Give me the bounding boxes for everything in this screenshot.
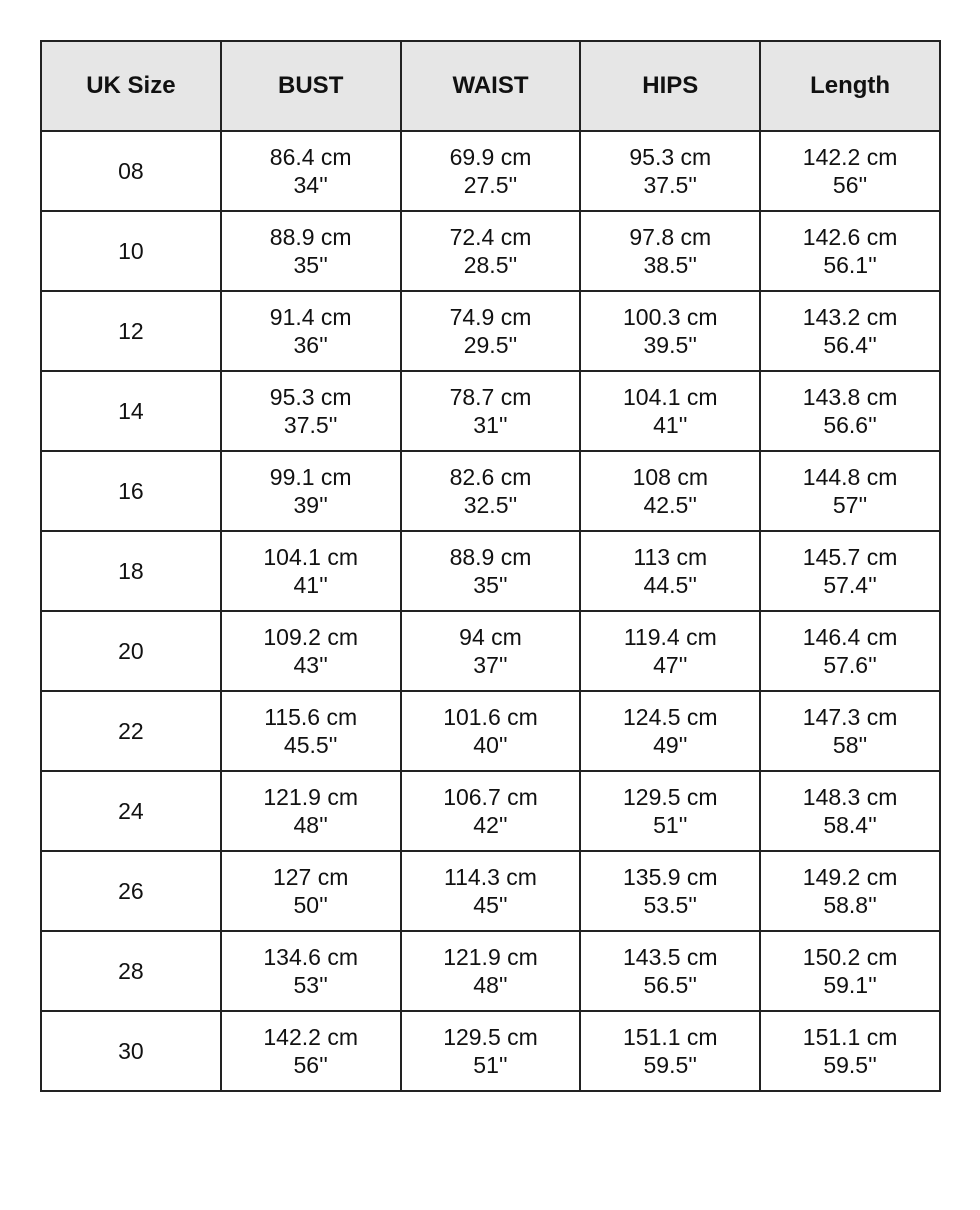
hips-cm-value: 108 cm (632, 464, 708, 490)
waist-cm-value: 114.3 cm (444, 864, 537, 890)
length-cell (760, 371, 940, 451)
hips-cell (580, 531, 760, 611)
bust-inch-value: 41'' (293, 572, 328, 598)
length-cell (760, 771, 940, 851)
waist-cell (401, 291, 581, 371)
hips-inch-value: 37.5'' (643, 172, 698, 198)
waist-cm-value: 72.4 cm (449, 224, 532, 250)
hips-cell (580, 371, 760, 451)
length-inch-value: 59.5'' (823, 1052, 877, 1078)
size-cell: 28 (41, 931, 221, 1011)
size-cell: 24 (41, 771, 221, 851)
length-inch-value: 58.4'' (823, 812, 877, 838)
table-row (41, 211, 940, 291)
length-cm-value: 148.3 cm (802, 784, 898, 810)
waist-inch-value: 42'' (473, 812, 508, 838)
waist-cm-value: 129.5 cm (443, 1024, 538, 1050)
hips-cm-value: 143.5 cm (622, 944, 718, 970)
bust-inch-value: 37.5'' (283, 412, 338, 438)
length-cm-value: 142.2 cm (802, 144, 898, 170)
waist-cm-value: 121.9 cm (443, 944, 538, 970)
bust-cm-value: 127 cm (272, 864, 349, 890)
waist-inch-value: 27.5'' (463, 172, 518, 198)
hips-cm-value: 119.4 cm (623, 624, 717, 650)
bust-cm-value: 134.6 cm (263, 944, 358, 970)
waist-inch-value: 31'' (473, 412, 508, 438)
hips-inch-value: 56.5'' (643, 972, 698, 998)
hips-cm-value: 151.1 cm (622, 1024, 718, 1050)
bust-inch-value: 34'' (293, 172, 328, 198)
length-cm-value: 147.3 cm (802, 704, 898, 730)
hips-inch-value: 51'' (653, 812, 688, 838)
waist-cell (401, 211, 581, 291)
length-inch-value: 59.1'' (823, 972, 877, 998)
waist-cell (401, 691, 581, 771)
table-body (41, 131, 940, 1091)
hips-cm-value: 95.3 cm (629, 144, 712, 170)
bust-cm-value: 121.9 cm (263, 784, 358, 810)
length-cell (760, 851, 940, 931)
waist-inch-value: 40'' (473, 732, 508, 758)
bust-cell (221, 931, 401, 1011)
hips-inch-value: 38.5'' (643, 252, 698, 278)
waist-inch-value: 37'' (473, 652, 508, 678)
bust-inch-value: 43'' (293, 652, 328, 678)
bust-cm-value: 95.3 cm (269, 384, 352, 410)
bust-inch-value: 56'' (293, 1052, 328, 1078)
length-inch-value: 57'' (832, 492, 868, 518)
hips-cm-value: 124.5 cm (622, 704, 718, 730)
table-row (41, 531, 940, 611)
bust-inch-value: 35'' (293, 252, 328, 278)
size-chart-table (40, 40, 941, 1092)
hips-cell (580, 211, 760, 291)
header-bust: BUST (221, 41, 401, 131)
table-row (41, 1011, 940, 1091)
length-cm-value: 144.8 cm (802, 464, 898, 490)
size-cell: 22 (41, 691, 221, 771)
length-inch-value: 56'' (832, 172, 868, 198)
bust-inch-value: 50'' (293, 892, 328, 918)
waist-inch-value: 29.5'' (463, 332, 518, 358)
waist-cell (401, 611, 581, 691)
hips-cm-value: 104.1 cm (622, 384, 718, 410)
bust-inch-value: 45.5'' (283, 732, 338, 758)
table-row (41, 771, 940, 851)
size-cell: 18 (41, 531, 221, 611)
hips-cell (580, 1011, 760, 1091)
length-cm-value: 143.8 cm (802, 384, 898, 410)
waist-inch-value: 48'' (473, 972, 508, 998)
bust-cm-value: 104.1 cm (263, 544, 358, 570)
bust-cm-value: 142.2 cm (263, 1024, 358, 1050)
waist-cell (401, 451, 581, 531)
hips-cm-value: 100.3 cm (622, 304, 718, 330)
length-inch-value: 56.4'' (823, 332, 877, 358)
hips-cell (580, 291, 760, 371)
hips-cell (580, 451, 760, 531)
waist-cm-value: 88.9 cm (449, 544, 532, 570)
size-cell: 30 (41, 1011, 221, 1091)
length-cell (760, 531, 940, 611)
waist-cm-value: 74.9 cm (449, 304, 532, 330)
length-cell (760, 691, 940, 771)
length-cm-value: 151.1 cm (802, 1024, 898, 1050)
bust-cell (221, 211, 401, 291)
waist-cm-value: 94 cm (459, 624, 522, 650)
hips-inch-value: 59.5'' (643, 1052, 698, 1078)
length-inch-value: 57.4'' (823, 572, 877, 598)
waist-cm-value: 82.6 cm (449, 464, 532, 490)
hips-inch-value: 49'' (653, 732, 688, 758)
size-cell: 16 (41, 451, 221, 531)
length-cell (760, 1011, 940, 1091)
hips-cell (580, 771, 760, 851)
size-cell: 12 (41, 291, 221, 371)
table-row (41, 131, 940, 211)
bust-inch-value: 53'' (293, 972, 328, 998)
table-header (41, 41, 940, 131)
length-cm-value: 145.7 cm (802, 544, 898, 570)
table-row (41, 611, 940, 691)
bust-cell (221, 611, 401, 691)
length-cm-value: 142.6 cm (802, 224, 898, 250)
hips-cell (580, 691, 760, 771)
bust-cm-value: 91.4 cm (269, 304, 352, 330)
waist-cell (401, 531, 581, 611)
bust-cm-value: 115.6 cm (264, 704, 358, 730)
length-cell (760, 131, 940, 211)
waist-cm-value: 101.6 cm (443, 704, 538, 730)
header-hips: HIPS (580, 41, 760, 131)
size-cell: 20 (41, 611, 221, 691)
waist-cell (401, 851, 581, 931)
hips-inch-value: 39.5'' (643, 332, 698, 358)
bust-cell (221, 131, 401, 211)
hips-cm-value: 135.9 cm (622, 864, 718, 890)
size-cell: 14 (41, 371, 221, 451)
table-row (41, 451, 940, 531)
waist-cell (401, 1011, 581, 1091)
length-inch-value: 56.1'' (823, 252, 877, 278)
bust-cell (221, 691, 401, 771)
length-cm-value: 146.4 cm (802, 624, 898, 650)
size-cell: 26 (41, 851, 221, 931)
hips-inch-value: 47'' (653, 652, 688, 678)
hips-cell (580, 131, 760, 211)
hips-cell (580, 851, 760, 931)
waist-cm-value: 106.7 cm (443, 784, 538, 810)
waist-cell (401, 931, 581, 1011)
size-cell: 10 (41, 211, 221, 291)
length-inch-value: 57.6'' (823, 652, 877, 678)
waist-cm-value: 69.9 cm (449, 144, 532, 170)
bust-inch-value: 39'' (293, 492, 328, 518)
hips-inch-value: 42.5'' (643, 492, 698, 518)
length-inch-value: 56.6'' (823, 412, 877, 438)
length-cell (760, 931, 940, 1011)
bust-inch-value: 48'' (293, 812, 328, 838)
header-row (41, 41, 940, 131)
table-row (41, 371, 940, 451)
bust-cm-value: 86.4 cm (269, 144, 352, 170)
length-inch-value: 58'' (832, 732, 868, 758)
waist-cell (401, 771, 581, 851)
waist-inch-value: 28.5'' (463, 252, 518, 278)
length-cm-value: 143.2 cm (802, 304, 898, 330)
size-cell: 08 (41, 131, 221, 211)
bust-cm-value: 109.2 cm (263, 624, 358, 650)
header-waist: WAIST (401, 41, 581, 131)
bust-cell (221, 851, 401, 931)
table-row (41, 291, 940, 371)
hips-cell (580, 931, 760, 1011)
waist-inch-value: 35'' (473, 572, 508, 598)
waist-inch-value: 32.5'' (463, 492, 518, 518)
table-row (41, 931, 940, 1011)
table-row (41, 691, 940, 771)
hips-inch-value: 44.5'' (643, 572, 698, 598)
hips-cm-value: 97.8 cm (629, 224, 712, 250)
length-cell (760, 211, 940, 291)
waist-inch-value: 45'' (473, 892, 508, 918)
hips-cm-value: 113 cm (633, 544, 708, 570)
length-cell (760, 451, 940, 531)
bust-cell (221, 371, 401, 451)
length-cell (760, 291, 940, 371)
hips-cm-value: 129.5 cm (622, 784, 718, 810)
length-cm-value: 150.2 cm (802, 944, 898, 970)
length-cm-value: 149.2 cm (802, 864, 898, 890)
bust-cell (221, 291, 401, 371)
hips-cell (580, 611, 760, 691)
waist-inch-value: 51'' (473, 1052, 508, 1078)
table-row (41, 851, 940, 931)
bust-cell (221, 771, 401, 851)
bust-cm-value: 99.1 cm (269, 464, 352, 490)
length-inch-value: 58.8'' (823, 892, 877, 918)
bust-cell (221, 451, 401, 531)
bust-cell (221, 1011, 401, 1091)
bust-inch-value: 36'' (293, 332, 328, 358)
waist-cell (401, 371, 581, 451)
waist-cell (401, 131, 581, 211)
hips-inch-value: 41'' (653, 412, 688, 438)
bust-cm-value: 88.9 cm (269, 224, 352, 250)
header-uk-size: UK Size (41, 41, 221, 131)
bust-cell (221, 531, 401, 611)
header-length: Length (760, 41, 940, 131)
waist-cm-value: 78.7 cm (449, 384, 532, 410)
hips-inch-value: 53.5'' (643, 892, 698, 918)
length-cell (760, 611, 940, 691)
